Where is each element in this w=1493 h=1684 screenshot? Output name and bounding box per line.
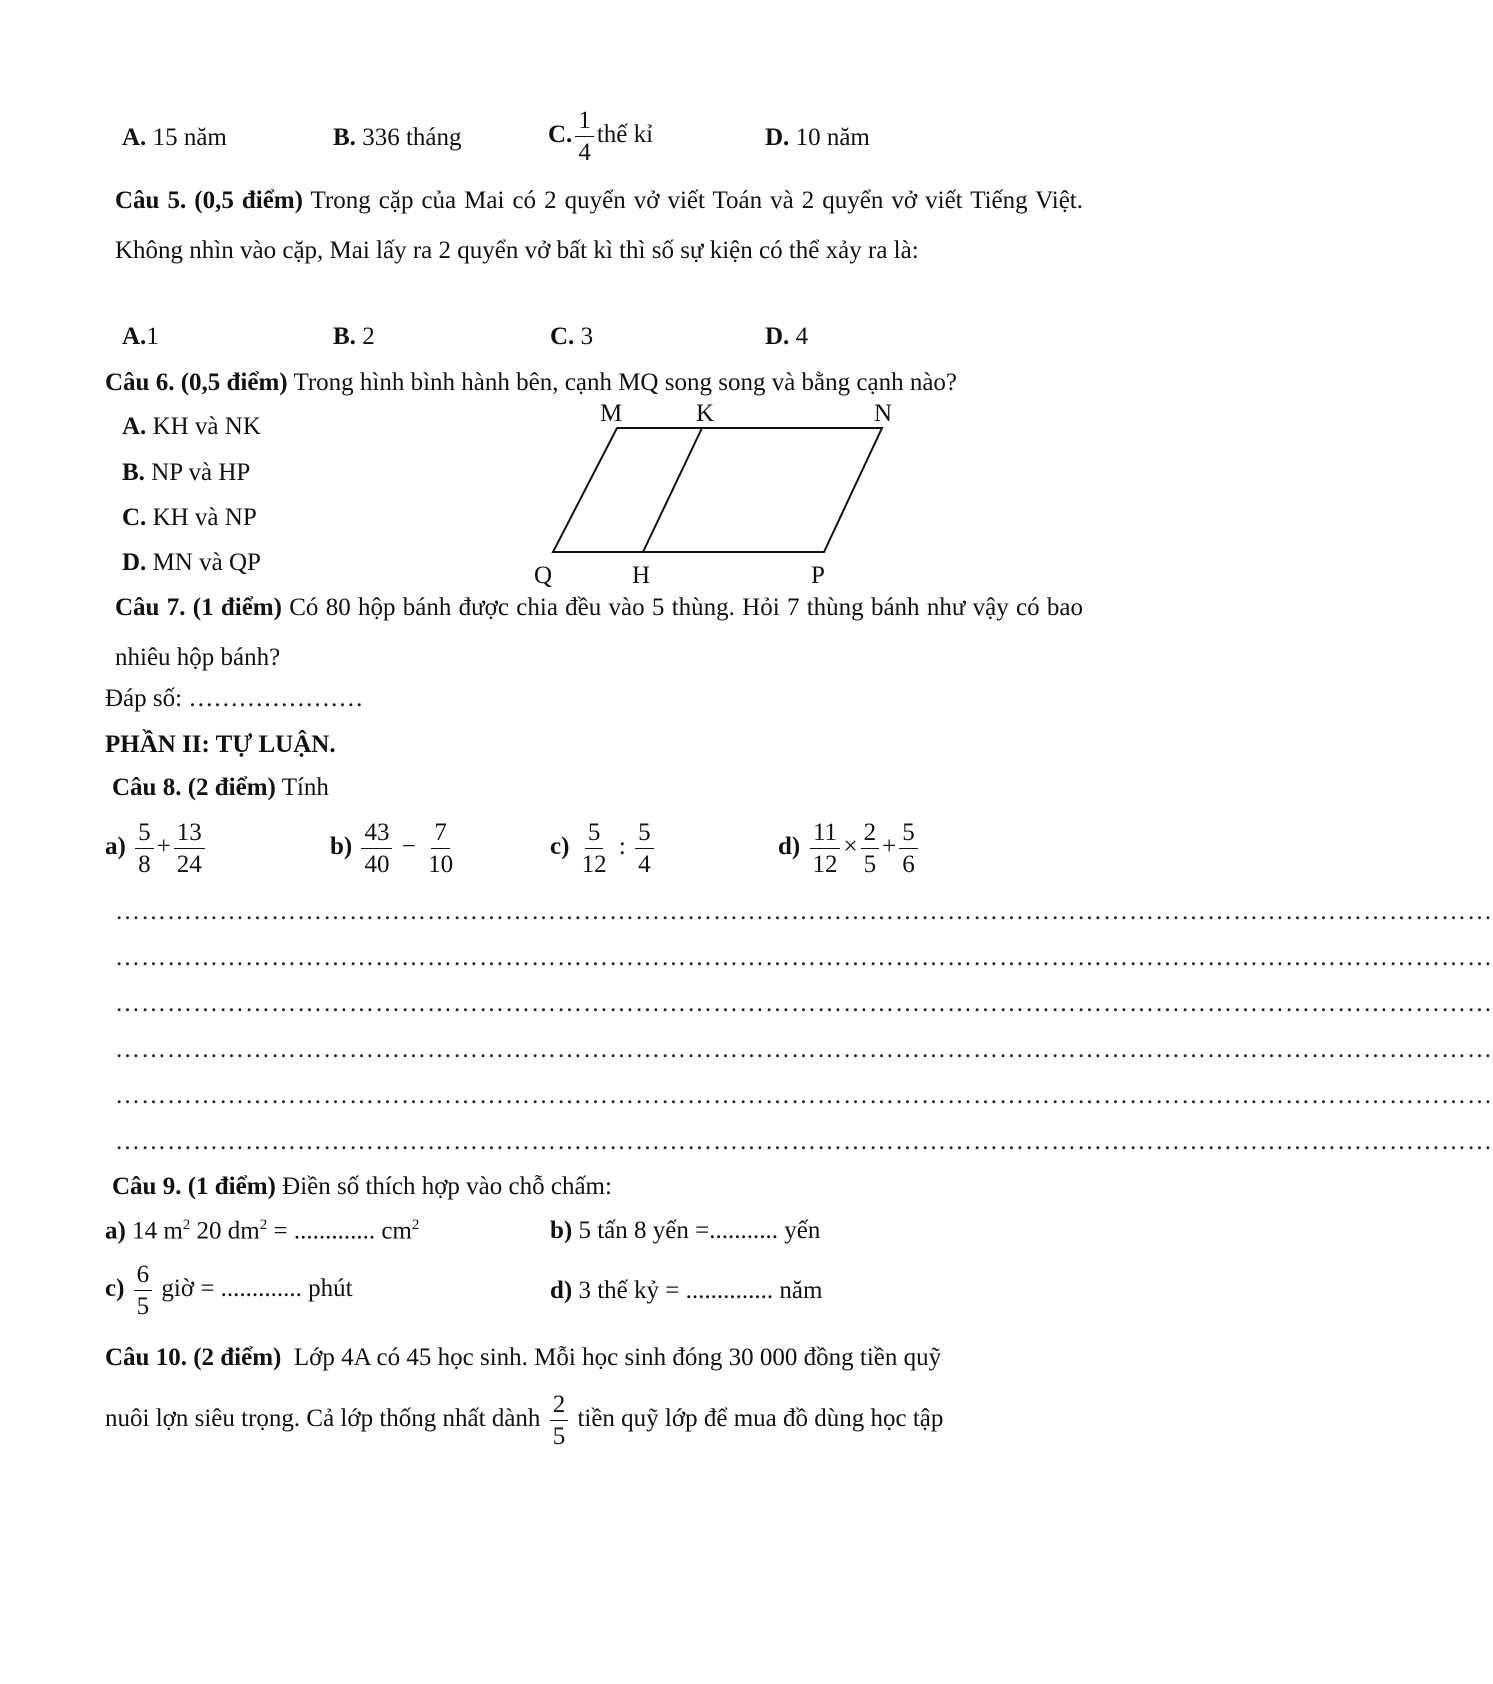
q7-answer-line: Đáp số: ………………… — [105, 685, 364, 712]
vertex-label-m: M — [600, 400, 623, 427]
vertex-label-n: N — [874, 400, 893, 427]
q9-heading: Câu 9. (1 điểm) Điền số thích hợp vào chỗ chấm: — [112, 1173, 612, 1200]
q4-option-a: A. 15 năm — [122, 124, 227, 151]
q8-expression-a: a) $\frac{5}{8}$ + $\frac{13}{24}$ — [105, 820, 208, 877]
q6-option-b: B. NP và HP — [122, 459, 251, 486]
q4-option-d: D. 10 năm — [765, 124, 870, 151]
answer-dotted-line: …………………………………………………………………………………………………………………………………………… — [115, 944, 1493, 971]
answer-dotted-line: …………………………………………………………………………………………………………………………………………… — [115, 1082, 1493, 1109]
q10-line-2: nuôi lợn siêu trọng. Cả lớp thống nhất dành $\frac{2}{5}$ tiền quỹ lớp để mua đồ dùng học tập — [105, 1391, 944, 1450]
q8-expression-c: c) $\frac{5}{12}$ : $\frac{5}{4}$ — [550, 820, 657, 877]
q5-option-c: C. 3 — [550, 323, 594, 350]
answer-dotted-line: …………………………………………………………………………………………………………………………………………… — [115, 990, 1493, 1017]
q5-text: Câu 5. (0,5 điểm) Trong cặp của Mai có 2 quyển vở viết Toán và 2 quyển vở viết Tiếng Việt. Không nhìn vào cặp, Mai lấy ra 2 quyển vở bất kì thì số sự kiện có thể xảy ra là: — [115, 187, 1083, 264]
segment-kh — [643, 428, 702, 552]
answer-dotted-line: …………………………………………………………………………………………………………………………………………… — [115, 898, 1493, 925]
q8-heading: Câu 8. (2 điểm) Tính — [112, 774, 329, 801]
vertex-label-q: Q — [534, 562, 553, 589]
q6-option-c: C. KH và NP — [122, 504, 257, 531]
q8-expression-d: d) $\frac{11}{12}$ × $\frac{2}{5}$ + $\frac{5}{6}$ — [778, 820, 921, 877]
q9-item-b: b) 5 tấn 8 yến =........... yến — [550, 1217, 821, 1244]
q10-line-1: Câu 10. (2 điểm) Lớp 4A có 45 học sinh. Mỗi học sinh đóng 30 000 đồng tiền quỹ — [105, 1344, 942, 1371]
q4-option-c: C. $\frac{1}{4}$ thế kỉ — [548, 107, 654, 166]
q5-option-b: B. 2 — [333, 323, 375, 350]
q8-expression-b: b) $\frac{43}{40}$ − $\frac{7}{10}$ — [330, 819, 454, 878]
vertex-label-p: P — [811, 562, 825, 589]
part2-heading: PHẦN II: TỰ LUẬN. — [105, 731, 336, 758]
q6-option-d: D. MN và QP — [122, 549, 261, 576]
parallelogram-figure — [520, 390, 920, 595]
answer-dotted-line: …………………………………………………………………………………………………………………………………………… — [115, 1036, 1493, 1063]
q7-text: Câu 7. (1 điểm) Có 80 hộp bánh được chia đều vào 5 thùng. Hỏi 7 thùng bánh như vậy có bao nhiêu hộp bánh? — [115, 594, 1083, 671]
q6-text: Câu 6. (0,5 điểm) Trong hình bình hành bên, cạnh MQ song song và bằng cạnh nào? — [105, 369, 958, 396]
q10-fraction: $\frac{2}{5}$ — [550, 1392, 569, 1449]
parallelogram-mnpq — [553, 428, 882, 552]
q5-option-a: A.1 — [122, 323, 159, 350]
q9-item-d: d) 3 thế kỷ = .............. năm — [550, 1277, 823, 1304]
q4-c-fraction: $\frac{1}{4}$ — [575, 108, 594, 165]
q4-option-b: B. 336 tháng — [333, 124, 462, 151]
answer-dotted-line: …………………………………………………………………………………………………………………………………………… — [115, 1128, 1493, 1155]
vertex-label-h: H — [632, 562, 651, 589]
vertex-label-k: K — [696, 400, 715, 427]
q9-item-a: a) 14 $m^2$ 20 $dm^2$ = ............. $cm^2$ — [105, 1217, 420, 1245]
q5-option-d: D. 4 — [765, 323, 809, 350]
q6-option-a: A. KH và NK — [122, 413, 261, 440]
q9-item-c: c) $\frac{6}{5}$ giờ = ............. phút — [105, 1261, 353, 1320]
